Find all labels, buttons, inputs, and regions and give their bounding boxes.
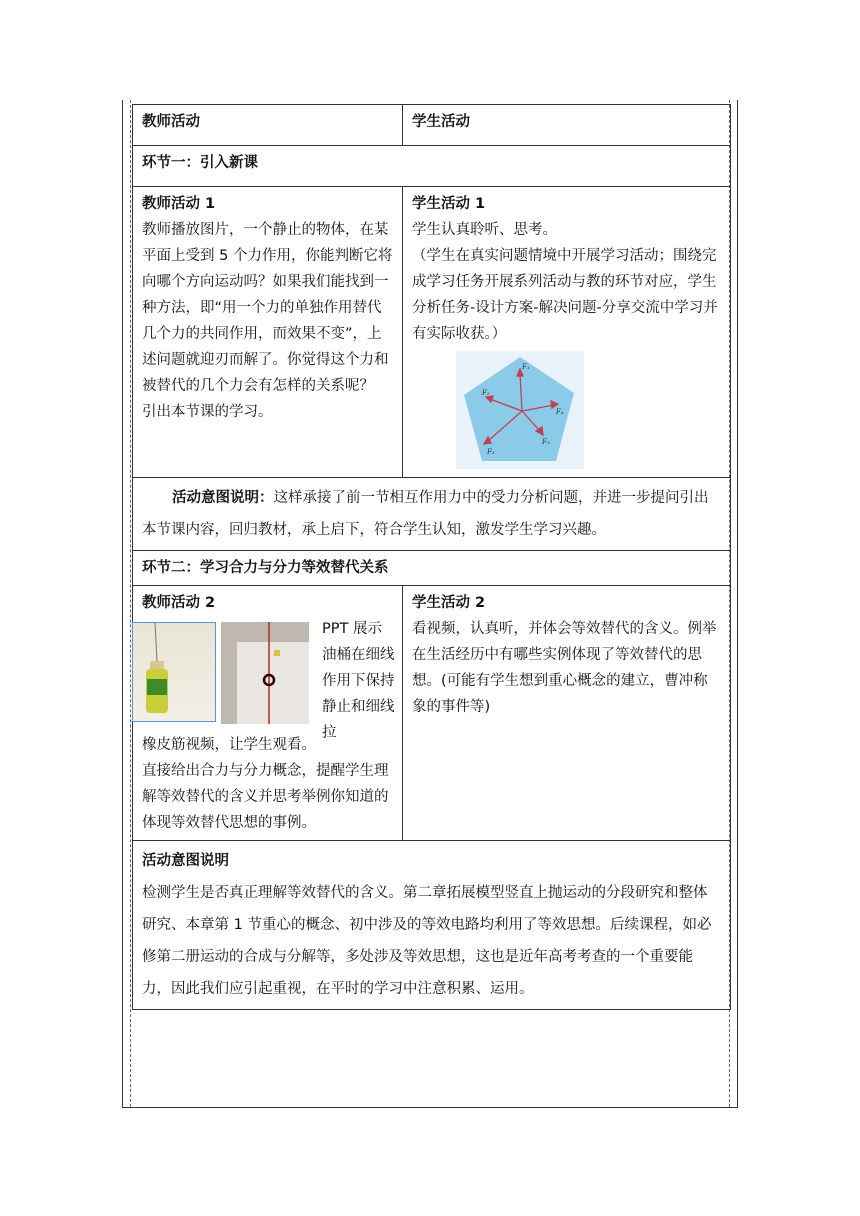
section1-student-cell: [403, 187, 731, 478]
five-forces-figure: [456, 351, 584, 469]
section1-intent: [133, 478, 731, 551]
teacher-activity-1-title: 教师活动 1: [142, 196, 216, 212]
frame-dash-left: [130, 100, 131, 1107]
section2-intent-text: 检测学生是否真正理解等效替代的含义。第二章拓展模型竖直上抛运动的分段研究和整体研究、本章第 1 节重心的概念、初中涉及的等效电路均利用了等效思想。后续课程，如必修第二册运动的合成与分解等，多处涉及等效思想，这也是近年高考考查的一个重要能力，因此我们应引起重视，在平时的学习中注意积累、运用。: [142, 885, 712, 997]
section1-teacher-cell: [133, 187, 403, 478]
section1-intent-row: [133, 478, 731, 551]
student-activity-2-title: 学生活动 2: [412, 595, 486, 611]
section2-title: [133, 551, 731, 586]
section1-intent-label: 活动意图说明：: [172, 490, 274, 506]
section1-activity-row: [133, 187, 731, 478]
section2-title-row: [133, 551, 731, 586]
oil-bottle-photo: [132, 622, 216, 722]
force-label-5: F₅: [542, 438, 550, 446]
header-teacher: 教师活动: [133, 105, 403, 146]
student-activity-1-text: 学生认真聆听、思考。: [412, 222, 557, 238]
lesson-table: [132, 104, 731, 1010]
section2-activity-row: [133, 586, 731, 841]
section1-title-text: 环节一：引入新课: [142, 155, 258, 171]
section2-intent-label: 活动意图说明: [142, 853, 229, 869]
section2-intent: [133, 841, 731, 1010]
header-student: 学生活动: [403, 105, 731, 146]
section2-teacher-cell: [133, 586, 403, 841]
ppt-side-text: PPT 展示油桶在细线作用下保持静止和细线拉: [322, 621, 395, 741]
teacher-activity-2-text2: 直接给出合力与分力概念，提醒学生理解等效替代的含义并思考举例你知道的体现等效替代思想的事例。: [142, 763, 389, 831]
student-activity-1-text2: （学生在真实问题情境中开展学习活动；围绕完成学习任务开展系列活动与教的环节对应，学生分析任务-设计方案-解决问题-分享交流中学习并有实际收获。）: [412, 248, 718, 342]
teacher-activity-2-text: 橡皮筋视频，让学生观看。: [142, 737, 316, 753]
student-activity-2-text: 看视频，认真听，并体会等效替代的含义。例举在生活经历中有哪些实例体现了等效替代的思想。(可能有学生想到重心概念的建立，曹冲称象的事件等): [412, 621, 717, 715]
section2-student-cell: [403, 586, 731, 841]
section2-title-text: 环节二：学习合力与分力等效替代关系: [142, 560, 389, 576]
force-label-2: F₂: [482, 389, 490, 397]
teacher-activity-2-title: 教师活动 2: [142, 595, 216, 611]
section2-intent-row: [133, 841, 731, 1010]
rubber-band-photo: [221, 622, 309, 724]
section1-title: [133, 146, 731, 187]
force-label-3: F₃: [487, 448, 495, 456]
header-row: [133, 105, 731, 146]
section1-title-row: [133, 146, 731, 187]
teacher-activity-1-text2: 引出本节课的学习。: [142, 404, 273, 420]
student-activity-1-title: 学生活动 1: [412, 196, 486, 212]
force-label-4: F₄: [556, 408, 564, 416]
teacher-activity-2-media: [142, 616, 395, 741]
section1-intent-text: 这样承接了前一节相互作用力中的受力分析问题，并进一步提问引出本节课内容，回归教材，承上启下，符合学生认知，激发学生学习兴趣。: [142, 490, 709, 538]
teacher-activity-1-text: 教师播放图片，一个静止的物体，在某平面上受到 5 个力作用，你能判断它将向哪个方向运动吗？如果我们能找到一种方法，即“用一个力的单独作用替代几个力的共同作用，而效果不变”，上述问题就迎刃而解了。你觉得这个力和被替代的几个力会有怎样的关系呢？: [142, 222, 393, 394]
force-label-1: F₁: [522, 363, 530, 371]
